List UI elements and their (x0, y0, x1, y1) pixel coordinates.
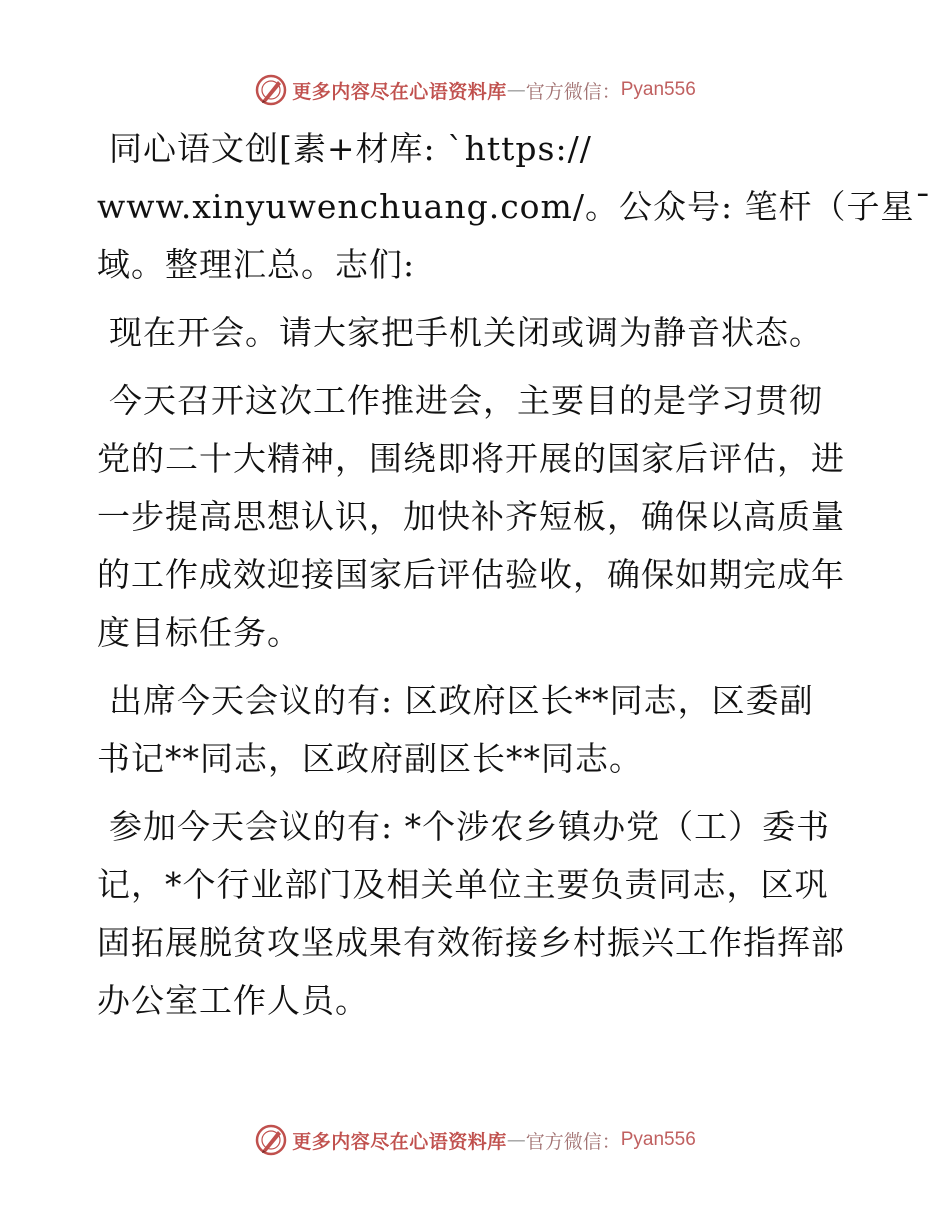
banner-wechat-handle: Pyan556 (620, 1129, 696, 1150)
banner-brand-text: 更多内容尽在心语资料库 (292, 1130, 507, 1153)
document-body (97, 120, 933, 1040)
text-line: 出席今天会议的有: 区政府区长**同志，区委副 (109, 681, 814, 720)
text-line: 域。整理汇总。志们: (97, 245, 416, 284)
text-line: 一步提高思想认识，加快补齐短板，确保以高质量 (97, 497, 845, 536)
banner-separator: — (506, 1129, 526, 1151)
text-line: 同心语文创[素+材库: `https:// (109, 129, 592, 168)
paragraph-purpose (97, 372, 857, 662)
text-line: 固拓展脱贫攻坚成果有效衔接乡村振兴工作指挥部 (97, 923, 845, 962)
paragraph-attendees-leaders (97, 672, 857, 788)
paragraph-intro (97, 120, 933, 294)
text-line: 记，*个行业部门及相关单位主要负责同志，区巩 (97, 865, 829, 904)
text-line: 现在开会。请大家把手机关闭或调为静音状态。 (109, 313, 823, 352)
pen-logo-icon (254, 73, 288, 107)
banner-brand-text: 更多内容尽在心语资料库 (292, 80, 507, 103)
banner-wechat-label: 官方微信： (525, 1130, 621, 1153)
text-line: 办公室工作人员。 (97, 981, 369, 1020)
banner-separator: — (506, 79, 526, 101)
footer-banner (0, 1120, 950, 1160)
paragraph-attendees-participants (97, 798, 857, 1030)
text-line: 党的二十大精神，围绕即将开展的国家后评估，进 (97, 439, 845, 478)
text-line: 度目标任务。 (97, 613, 301, 652)
header-banner (0, 70, 950, 110)
text-line: 书记**同志，区政府副区长**同志。 (97, 739, 643, 778)
text-line: 参加今天会议的有: *个涉农乡镇办党（工）委书 (109, 807, 831, 846)
banner-wechat-label: 官方微信： (525, 80, 621, 103)
paragraph-opening (97, 304, 857, 362)
banner-wechat-handle: Pyan556 (620, 79, 696, 100)
pen-logo-icon (254, 1123, 288, 1157)
text-line: 今天召开这次工作推进会，主要目的是学习贯彻 (109, 381, 823, 420)
text-line: 的工作成效迎接国家后评估验收，确保如期完成年 (97, 555, 845, 594)
text-line: www.xinyuwenchuang.com/。公众号: 笔杆（子星¯ (97, 187, 933, 226)
